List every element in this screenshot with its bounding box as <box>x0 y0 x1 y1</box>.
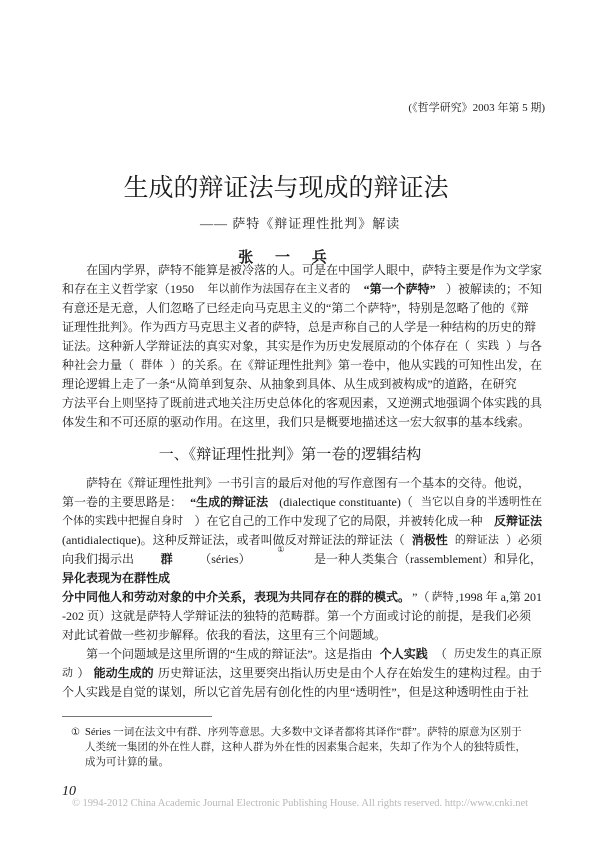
text-segment: (antidialectique)。这种反辩证法，或者叫做反对辩证法的辩证法（ <box>62 533 405 547</box>
small-text: 实践 <box>477 340 499 352</box>
text-line <box>62 588 542 607</box>
small-text: 个体的实践中把握自身时 <box>62 515 183 527</box>
text-line <box>62 299 542 318</box>
small-text: 动 <box>62 667 73 679</box>
small-text: 群体 <box>141 359 163 371</box>
text-line <box>62 394 542 413</box>
footnote-ref: ① <box>277 545 285 554</box>
bold-text: 群 <box>160 552 173 566</box>
text-line <box>62 531 542 550</box>
text-line <box>62 337 542 356</box>
paragraph-intro <box>62 261 542 432</box>
bold-text: “生成的辩证法 <box>190 495 269 509</box>
text-segment: ）的关系。在《辩证理性批判》第一卷中，他从实践的可知性出发，在 <box>169 358 542 372</box>
text-segment: 种社会力量（ <box>62 358 135 372</box>
text-line <box>62 626 542 645</box>
section-heading: 一、《辩证理性批判》第一卷的逻辑结构 <box>158 447 422 463</box>
text-line <box>62 318 542 337</box>
text-segment: 证理性批判》。作为西方马克思主义者的萨特，总是声称自己的人学是一种结构的历史的辩 <box>62 320 537 334</box>
text-line <box>62 261 542 280</box>
text-segment: ） <box>77 666 90 680</box>
text-segment: ）必须 <box>505 533 542 547</box>
text-segment: 个人实践是自觉的谋划，所以它首先居有创化性的内里“透明性”，但是这种透明性由于社 <box>62 685 529 699</box>
text-line <box>62 512 542 531</box>
text-line <box>62 607 542 626</box>
small-text: 的辩证法 <box>454 534 499 546</box>
article-title: 生成的辩证法与现成的辩证法 <box>123 175 449 202</box>
text-segment: 历史辩证法，这里要突出指认历史是由个人存在始发生的建构过程。由于 <box>157 666 542 680</box>
text-segment: ）在它自己的工作中发现了它的局限，并被转化成一种 <box>194 514 483 528</box>
text-segment: 向我们揭示出 <box>62 552 135 566</box>
small-text: 年以前作为法国存在主义者的 <box>207 283 351 295</box>
text-line <box>62 645 542 664</box>
text-line <box>62 413 542 432</box>
journal-citation: (《哲学研究》2003 年第 5 期) <box>408 102 545 114</box>
text-segment: 第一个问题域是这里所谓的“生成的辩证法”。这是指由 <box>86 647 373 661</box>
text-segment: (dialectique constituante)（ <box>276 495 413 509</box>
footnote <box>71 725 535 770</box>
page-number: 10 <box>62 784 76 799</box>
article-body <box>62 261 542 800</box>
text-segment: 有意还是无意，人们忽略了已经走向马克思主义的“第二个萨特”，特别是忽略了他的《辩 <box>62 301 529 315</box>
paragraph-2 <box>62 474 542 645</box>
text-line <box>62 280 542 299</box>
text-line <box>62 664 542 683</box>
text-segment: -202 页）这就是萨特人学辩证法的独特的范畴群。第一个方面或讨论的前提，是我们必须 <box>62 609 531 623</box>
text-segment: 成为可计算的量。 <box>85 757 169 768</box>
text-line <box>85 740 535 755</box>
text-segment: ”（ <box>412 590 430 604</box>
footnote-divider <box>62 716 212 717</box>
article-author: 张 一 兵 <box>238 250 336 266</box>
bold-text: “第一个萨特” <box>360 282 436 296</box>
bold-text: 异化表现为在群性成 <box>62 571 171 585</box>
text-segment: Séries 一词在法文中有群、序列等意思。大多数中文译者都将其译作“群”。萨特的原意为区别于 <box>85 727 522 738</box>
bold-text: 能动生成的 <box>93 666 154 680</box>
text-segment: （ <box>434 647 447 661</box>
text-segment: 是一种人类集合（rassemblement）和异化， <box>310 552 542 566</box>
text-segment: 人类统一集团的外在性人群，这种人群为外在性的因素集合起来，失却了作为个人的独特质性， <box>85 742 526 753</box>
text-segment: 理论逻辑上走了一条“从简单到复杂、从抽象到具体、从生成到被构成”的道路，在研究 <box>62 377 517 391</box>
text-line <box>85 755 535 770</box>
text-line <box>85 725 535 740</box>
bold-text: 反辩证法 <box>493 514 542 528</box>
text-segment: 对此试着做一些初步解释。依我的看法，这里有三个问题域。 <box>62 628 387 642</box>
text-line <box>62 683 542 702</box>
text-line <box>62 545 542 588</box>
small-text: 历史发生的真正原 <box>453 648 542 660</box>
article-subtitle: —— 萨特《辩证理性批判》解读 <box>200 216 401 231</box>
paragraph-3 <box>62 645 542 702</box>
text-segment: 萨特在《辩证理性批判》一书引言的最后对他的写作意图有一个基本的交待。他说， <box>86 476 531 490</box>
text-segment: （séries） <box>199 552 251 566</box>
copyright-notice: © 1994-2012 China Academic Journal Electronic Publishing House. All rights reserved. http://www.cnki.net <box>71 798 529 809</box>
text-segment: 证法。这种新人学辩证法的真实对象，其实是作为历史发展原动的个体存在（ <box>62 339 471 353</box>
footnote-marker: ① <box>71 727 80 738</box>
text-segment: 第一卷的主要思路是： <box>62 495 183 509</box>
text-segment: ）被解读的；不知 <box>445 282 542 296</box>
text-segment: ,1998 年 a,第 201 <box>455 590 542 604</box>
small-text: 萨特 <box>431 591 454 603</box>
bold-text: 个人实践 <box>379 647 428 661</box>
bold-text: 消极性 <box>411 533 448 547</box>
text-segment: 方法平台上则坚持了既前进式地关注历史总体化的客观因素，又逆溯式地强调个体实践的具 <box>62 396 543 410</box>
text-line <box>62 375 542 394</box>
text-segment: 和存在主义哲学家（1950 <box>62 282 198 296</box>
text-line <box>62 493 542 512</box>
text-segment: 在国内学界，萨特不能算是被冷落的人。可是在中国学人眼中，萨特主要是作为文学家 <box>86 263 543 277</box>
small-text: 当它以自身的半透明性在 <box>420 496 542 508</box>
text-segment: ）与各 <box>505 339 542 353</box>
bold-text: 分中同他人和劳动对象的中介关系，表现为共同存在的群的模式。 <box>62 590 411 604</box>
text-segment: 体发生和不可还原的驱动作用。在这里，我们只是概要地描述这一宏大叙事的基本线索。 <box>62 415 531 429</box>
text-line <box>62 474 542 493</box>
text-line <box>62 356 542 375</box>
